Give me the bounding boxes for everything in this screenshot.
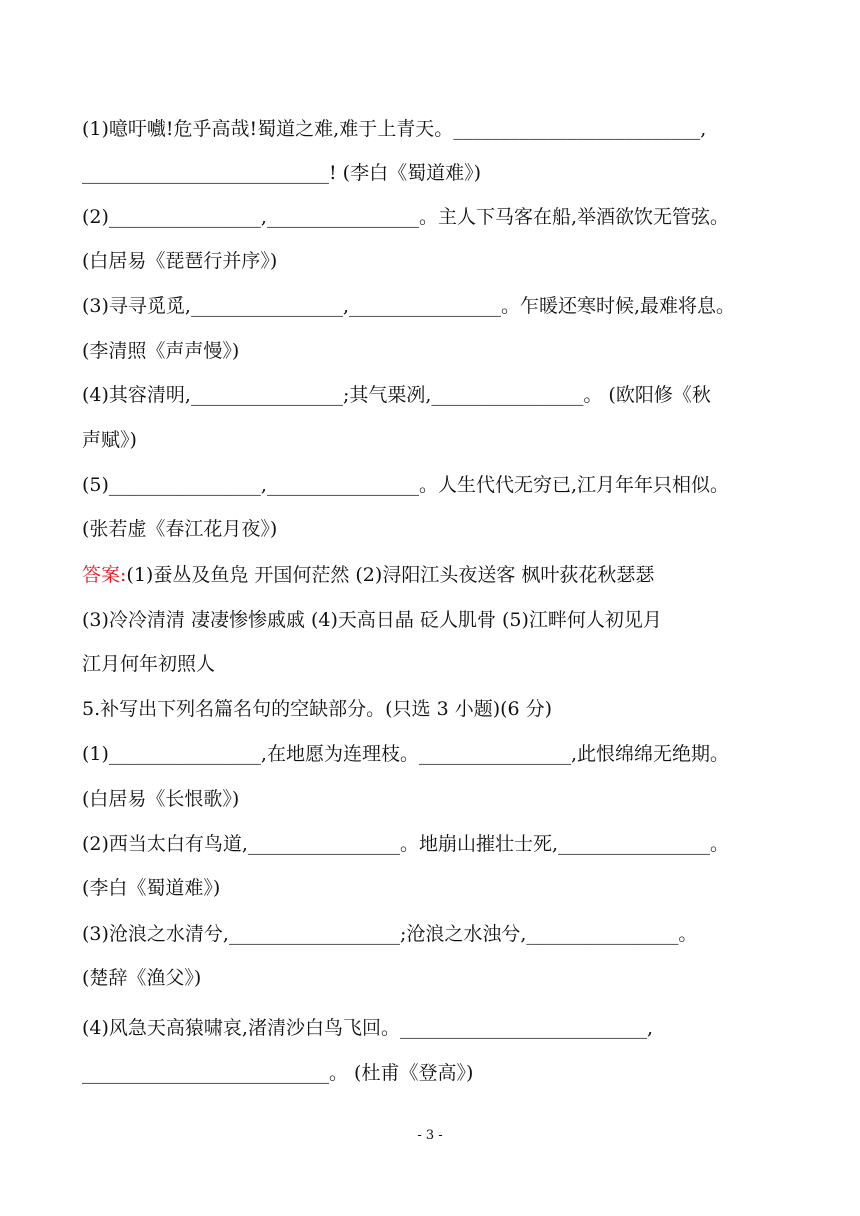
q4-item5-source: (张若虚《春江花月夜》) <box>82 518 278 540</box>
page-number: - 3 - <box>417 1128 443 1143</box>
q4-item1-line1: (1)噫吁嚱!危乎高哉!蜀道之难,难于上青天。__________________________, <box>82 118 707 140</box>
q4-item5-line1: (5)________________,________________。人生代代无穷已,江月年年只相似。 <box>82 474 729 496</box>
q5-item4-line1: (4)风急天高猿啸哀,渚清沙白鸟飞回。__________________________, <box>82 1017 653 1039</box>
q4-item2-source: (白居易《琵琶行并序》) <box>82 250 278 272</box>
answer-line-1 <box>82 562 782 588</box>
q5-item2-source: (李白《蜀道难》) <box>82 877 221 899</box>
q4-item4-line2: 声赋》) <box>82 429 137 451</box>
answer-label: 答案: <box>82 564 127 586</box>
q4-item3-line1: (3)寻寻觅觅,________________,________________。乍暖还寒时候,最难将息。 <box>82 295 736 317</box>
q4-item4-line1: (4)其容清明,________________;其气栗冽,________________。 (欧阳修《秋 <box>82 384 711 406</box>
q5-item4-line2: __________________________。 (杜甫《登高》) <box>82 1062 474 1084</box>
q5-item1-source: (白居易《长恨歌》) <box>82 788 240 810</box>
q5-item3-source: (楚辞《渔父》) <box>82 967 202 989</box>
answer-line-3: 江月何年初照人 <box>82 653 216 675</box>
answer-text-1: (1)蚕丛及鱼凫 开国何茫然 (2)浔阳江头夜送客 枫叶荻花秋瑟瑟 <box>126 564 655 586</box>
q5-item3-line1: (3)沧浪之水清兮,__________________;沧浪之水浊兮,________________。 <box>82 923 698 945</box>
q4-item1-line2: __________________________! (李白《蜀道难》) <box>82 162 482 184</box>
q5-item2-line1: (2)西当太白有鸟道,________________。地崩山摧壮士死,________________。 <box>82 833 729 855</box>
q4-item3-source: (李清照《声声慢》) <box>82 340 240 362</box>
answer-line-2: (3)冷冷清清 凄凄惨惨戚戚 (4)天高日晶 砭人肌骨 (5)江畔何人初见月 <box>82 609 662 631</box>
q5-item1-line1: (1)________________,在地愿为连理枝。________________,此恨绵绵无绝期。 <box>82 743 729 765</box>
q4-item2-line1: (2)________________,________________。主人下马客在船,举酒欲饮无管弦。 <box>82 206 729 228</box>
question5-title: 5.补写出下列名篇名句的空缺部分。(只选 3 小题)(6 分) <box>82 698 553 720</box>
